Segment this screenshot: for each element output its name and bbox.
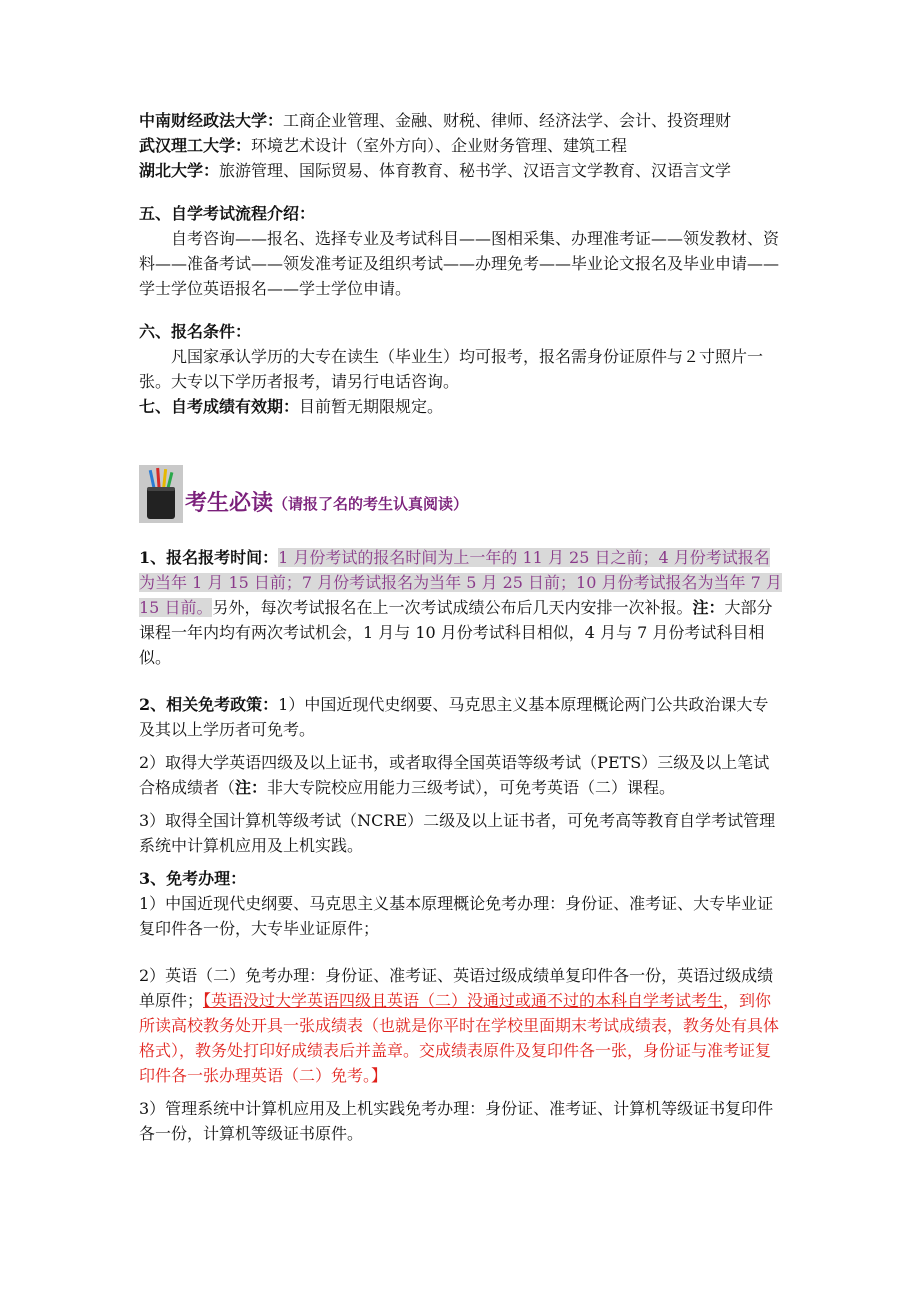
note-label: 注： <box>692 598 725 617</box>
school-line-3 <box>139 158 784 183</box>
item-3-p1: 1）中国近现代史纲要、马克思主义基本原理概论免考办理：身份证、准考证、大专毕业证复印件各一份，大专毕业证原件； <box>139 894 774 938</box>
item-1-heading: 1、报名报考时间： <box>139 548 279 567</box>
school-name: 中南财经政法大学： <box>139 111 284 130</box>
banner-title: 考生必读 <box>185 491 274 516</box>
section-5-body: 自考咨询——报名、选择专业及考试科目——图相采集、办理准考证——领发教材、资料——准备考试——领发准考证及组织考试——办理免考——毕业论文报名及毕业申请——学士学位英语报名——学士学位申请。 <box>139 229 780 298</box>
note-label: 注： <box>235 778 268 797</box>
section-6-body: 凡国家承认学历的大专在读生（毕业生）均可报考，报名需身份证原件与２寸照片一张。大专以下学历者报考，请另行电话咨询。 <box>139 347 764 391</box>
school-line-1 <box>139 108 784 133</box>
item-2-p2-text-b: 非大专院校应用能力三级考试），可免考英语（二）课程。 <box>267 778 676 797</box>
school-majors: 旅游管理、国际贸易、体育教育、秘书学、汉语言文学教育、汉语言文学 <box>219 161 732 180</box>
section-7 <box>139 394 784 419</box>
school-name: 湖北大学： <box>139 161 220 180</box>
item-2-p2-text: 2）取得大学英语四级及以上证书，或者取得全国英语等级考试（PETS）三级及以上笔试合格成绩者（ <box>139 753 770 797</box>
item-1-note: 大部分课程一年内均有两次考试机会，1 月与 10 月份考试科目相似，4 月与 7 月份考试科目相似。 <box>139 598 773 667</box>
item-2-p1 <box>139 692 784 742</box>
item-2-heading: 2、相关免考政策： <box>139 695 279 714</box>
section-5-heading: 五、自学考试流程介绍： <box>139 204 316 223</box>
item-3-red-underlined: 【英语没过大学英语四级且英语（二）没通过或通不过的本科自学考试考生 <box>203 991 724 1010</box>
notice-banner <box>139 461 784 523</box>
item-3-red: ，到你所读高校教务处开具一张成绩表（也就是你平时在学校里面期末考试成绩表，教务处有具体格式），教务处打印好成绩表后并盖章。交成绩表原件及复印件各一张，身份证与准考证复印件各一张办理英语（二）免考。】 <box>139 991 780 1085</box>
item-3-p2-text: 2）英语（二）免考办理：身份证、准考证、英语过级成绩单复印件各一份，英语过级成绩单原件； <box>139 966 774 1010</box>
item-3-heading: 3、免考办理： <box>139 869 247 888</box>
item-1-text: 另外，每次考试报名在上一次考试成绩公布后几天内安排一次补报。 <box>212 598 693 617</box>
school-line-2 <box>139 133 784 158</box>
item-2-p1-text: 1）中国近现代史纲要、马克思主义基本原理概论两门公共政治课大专及其以上学历者可免考。 <box>139 695 769 739</box>
section-7-heading: 七、自考成绩有效期： <box>139 397 300 416</box>
pencil-cup-icon <box>139 465 183 523</box>
item-3-p3: 3）管理系统中计算机应用及上机实践免考办理：身份证、准考证、计算机等级证书复印件各一份，计算机等级证书原件。 <box>139 1099 774 1143</box>
section-6-heading: 六、报名条件： <box>139 322 252 341</box>
section-7-body: 目前暂无期限规定。 <box>299 397 444 416</box>
item-3-p2 <box>139 963 784 1088</box>
school-majors: 工商企业管理、金融、财税、律师、经济法学、会计、投资理财 <box>283 111 732 130</box>
item-1 <box>139 545 784 670</box>
school-majors: 环境艺术设计（室外方向）、企业财务管理、建筑工程 <box>251 136 628 155</box>
school-name: 武汉理工大学： <box>139 136 252 155</box>
document-page <box>139 108 784 1146</box>
item-2-p2 <box>139 750 784 800</box>
item-1-highlight: 1 月份考试的报名时间为上一年的 11 月 25 日之前；4 月份考试报名为当年 1 月 15 日前；7 月份考试报名为当年 5 月 25 日前；10 月份考试报名为当年 7 月 15 日前。 <box>139 548 782 617</box>
item-2-p3: 3）取得全国计算机等级考试（NCRE）二级及以上证书者，可免考高等教育自学考试管理系统中计算机应用及上机实践。 <box>139 811 776 855</box>
banner-subtitle: （请报了名的考生认真阅读） <box>273 495 469 513</box>
